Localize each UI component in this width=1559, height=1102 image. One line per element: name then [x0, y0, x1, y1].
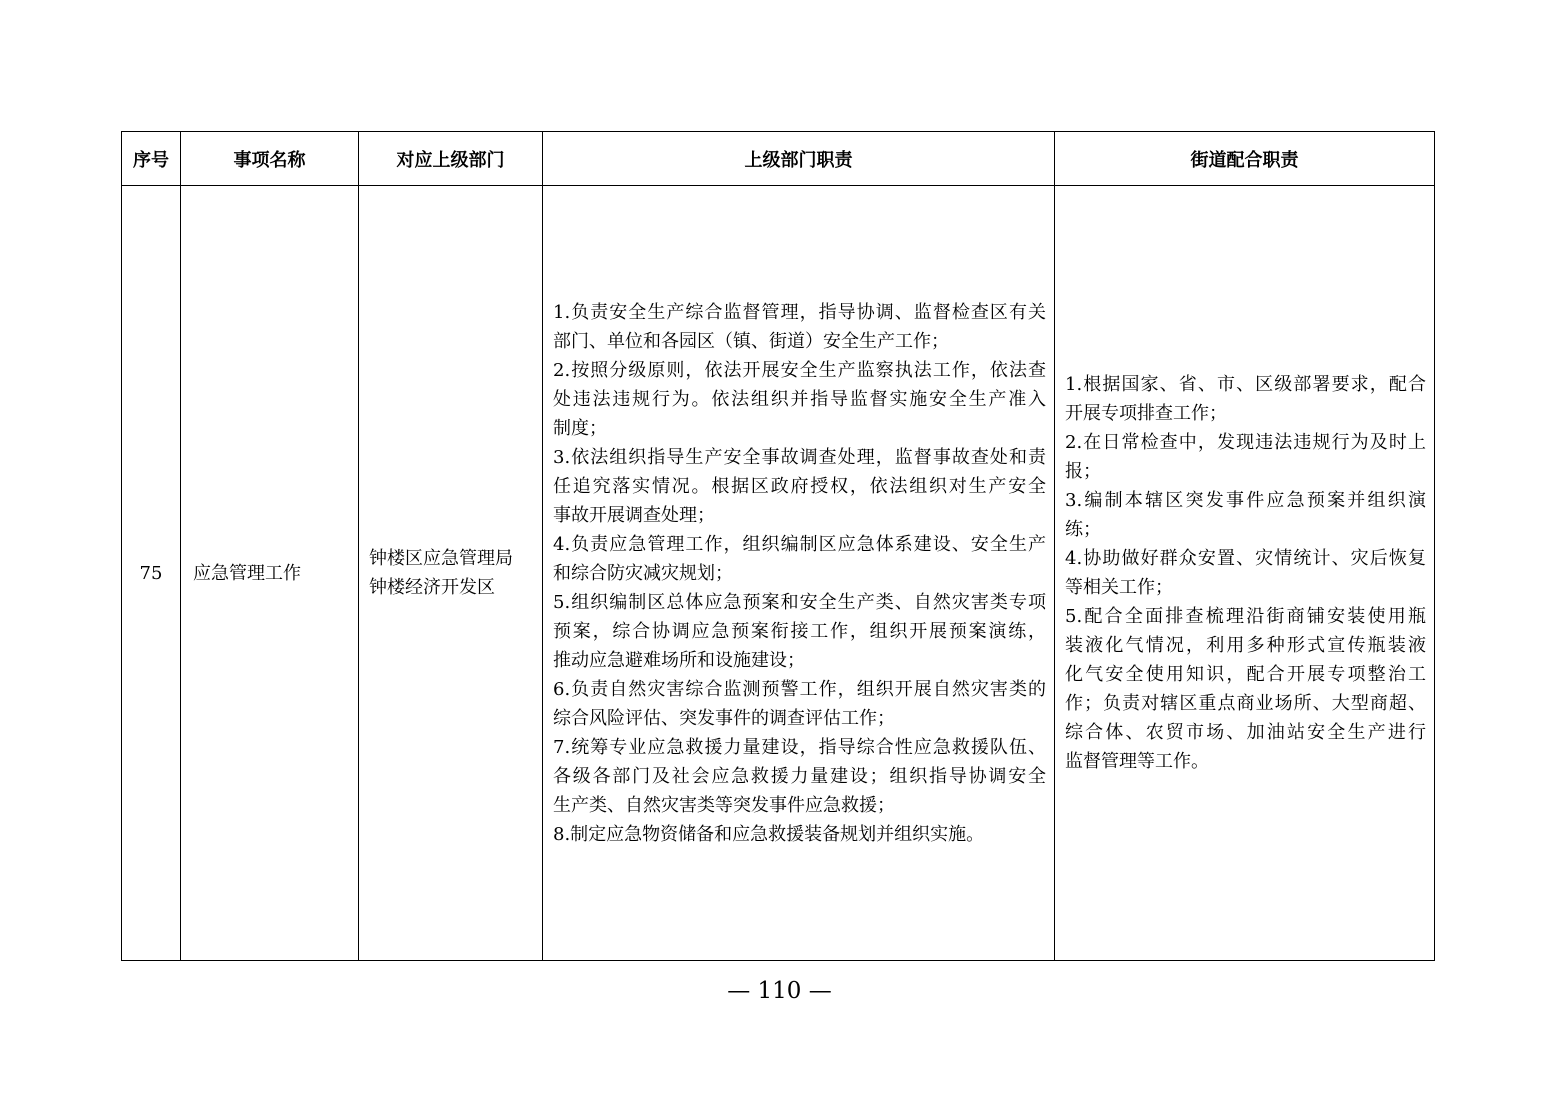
duty-line: 推动应急避难场所和设施建设； [553, 649, 805, 671]
coop-line: 综合体、农贸市场、加油站安全生产进行 [1065, 722, 1426, 743]
coop-line: 作；负责对辖区重点商业场所、大型商超、 [1065, 693, 1426, 714]
duty-line: 综合风险评估、突发事件的调查评估工作； [553, 707, 895, 729]
duty-line: 任追究落实情况。根据区政府授权，依法组织对生产安全 [553, 475, 1046, 497]
table-row [122, 186, 1435, 961]
header-superior-dept: 对应上级部门 [359, 132, 543, 186]
coop-line: 练； [1065, 519, 1101, 540]
coop-line: 等相关工作； [1065, 577, 1173, 598]
duty-line: 4.负责应急管理工作，组织编制区应急体系建设、安全生产 [553, 533, 1046, 555]
duty-line: 处违法违规行为。依法组织并指导监督实施安全生产准入 [553, 388, 1046, 410]
dept-line: 钟楼区应急管理局 [369, 548, 513, 569]
coop-line: 4.协助做好群众安置、灾情统计、灾后恢复 [1065, 548, 1426, 569]
cell-superior-dept [359, 186, 543, 961]
coop-line: 3.编制本辖区突发事件应急预案并组织演 [1065, 490, 1426, 511]
cell-seq: 75 [122, 186, 181, 961]
page-number: — 110 — [727, 978, 832, 1004]
duty-line: 6.负责自然灾害综合监测预警工作，组织开展自然灾害类的 [553, 678, 1046, 700]
duty-line: 生产类、自然灾害类等突发事件应急救援； [553, 794, 895, 816]
duty-line: 预案，综合协调应急预案衔接工作，组织开展预案演练， [553, 620, 1046, 642]
header-item-name: 事项名称 [181, 132, 359, 186]
duty-line: 2.按照分级原则，依法开展安全生产监察执法工作，依法查 [553, 359, 1046, 381]
duty-line: 制度； [553, 417, 607, 439]
duty-line: 部门、单位和各园区（镇、街道）安全生产工作； [553, 330, 949, 352]
duty-line: 5.组织编制区总体应急预案和安全生产类、自然灾害类专项 [553, 591, 1046, 613]
responsibility-table [121, 131, 1435, 961]
duty-line: 1.负责安全生产综合监督管理，指导协调、监督检查区有关 [553, 301, 1046, 323]
coop-line: 监督管理等工作。 [1065, 751, 1209, 772]
coop-line: 开展专项排查工作； [1065, 403, 1227, 424]
coop-line: 报； [1065, 461, 1101, 482]
cell-superior-duties [543, 186, 1055, 961]
header-seq: 序号 [122, 132, 181, 186]
duty-line: 7.统筹专业应急救援力量建设，指导综合性应急救援队伍、 [553, 736, 1046, 758]
duty-line: 3.依法组织指导生产安全事故调查处理，监督事故查处和责 [553, 446, 1046, 468]
duty-line: 和综合防灾减灾规划； [553, 562, 733, 584]
header-superior-duties: 上级部门职责 [543, 132, 1055, 186]
table-header-row [122, 132, 1435, 186]
duty-line: 事故开展调查处理； [553, 504, 715, 526]
coop-line: 1.根据国家、省、市、区级部署要求，配合 [1065, 374, 1426, 395]
cell-item-name: 应急管理工作 [181, 186, 359, 961]
cell-street-cooperation [1055, 186, 1435, 961]
dept-line: 钟楼经济开发区 [369, 577, 495, 598]
coop-line: 装液化气情况，利用多种形式宣传瓶装液 [1065, 635, 1426, 656]
coop-line: 2.在日常检查中，发现违法违规行为及时上 [1065, 432, 1426, 453]
duty-line: 8.制定应急物资储备和应急救援装备规划并组织实施。 [553, 823, 985, 845]
duty-line: 各级各部门及社会应急救援力量建设；组织指导协调安全 [553, 765, 1046, 787]
coop-line: 化气安全使用知识，配合开展专项整治工 [1065, 664, 1426, 685]
coop-line: 5.配合全面排查梳理沿街商铺安装使用瓶 [1065, 606, 1426, 627]
header-street-cooperation: 街道配合职责 [1055, 132, 1435, 186]
